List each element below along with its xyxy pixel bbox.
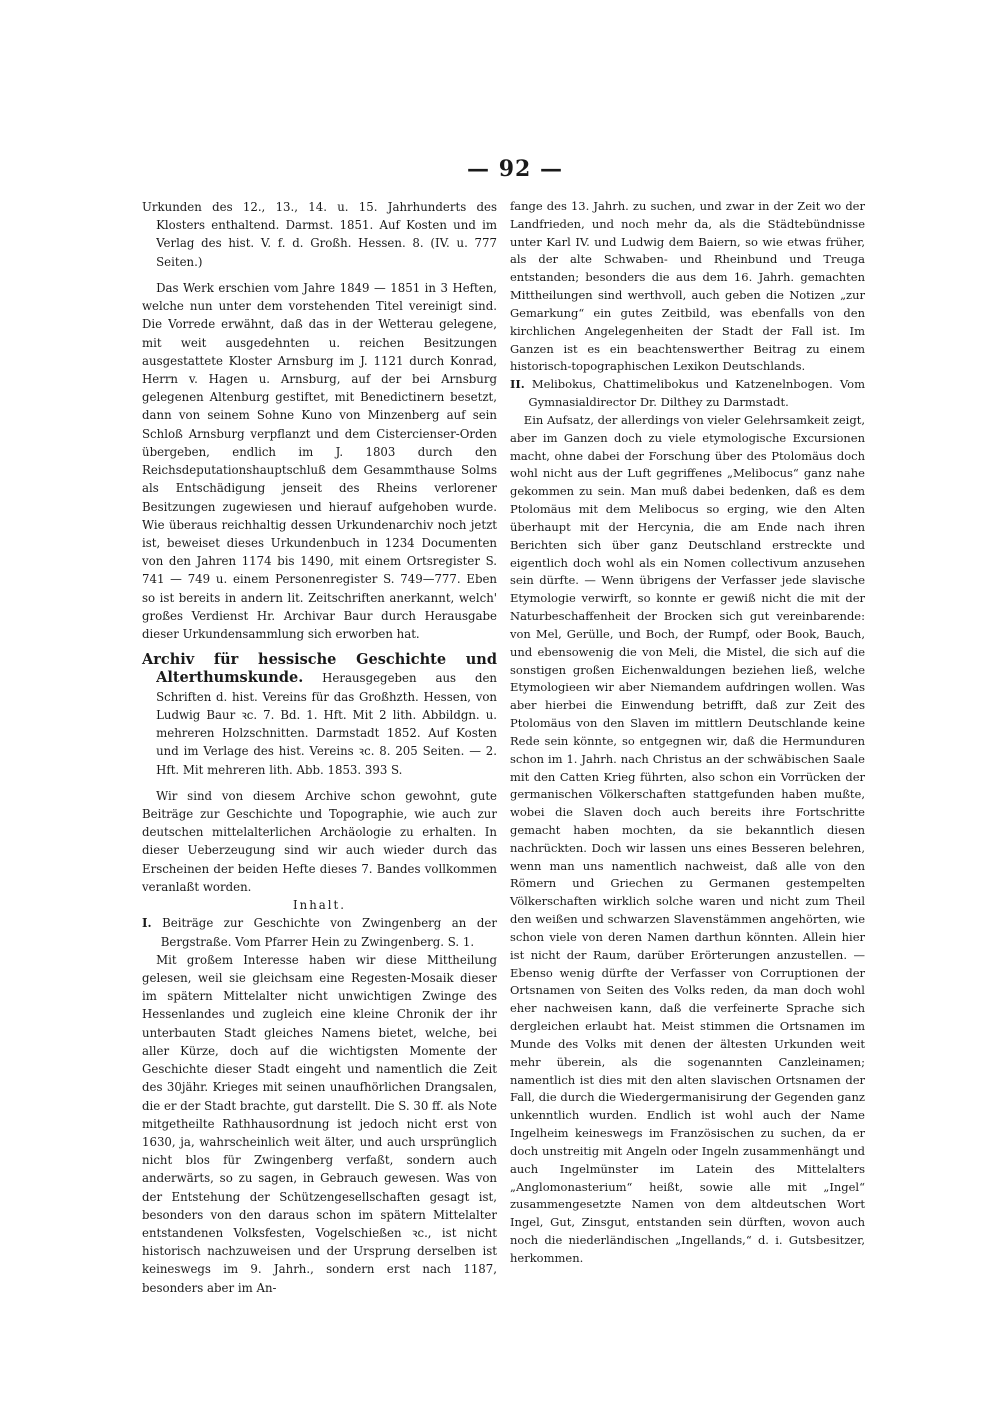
right-column (510, 198, 865, 1268)
archiv-entry (142, 651, 497, 779)
page-number: — 92 — (467, 156, 563, 182)
item-2-title: Melibokus, Chattimelibokus und Katzenelnbogen. Vom Gymnasialdirector Dr. Dilthey zu Darmstadt. (528, 377, 865, 410)
inhalt-heading: Inhalt. (293, 898, 346, 913)
item-1-text: Mit großem Interesse haben wir diese Mittheilung gelesen, weil sie gleichsam eine Regesten-Mosaik dieser im spätern Mittelalter nicht unwichtigen Zwinge des Hessenlandes und zugleich eine kleine Chronik der ihr unterbauten Stadt gleiches Namens bietet, welche, bei aller Kürze, doch auf die wichtigsten Momente der Geschichte dieser Stadt eingeht und namentlich die Zeit des 30jähr. Krieges mit seinen unaufhörlichen Drangsalen, die er der Stadt brachte, gut darstellt. Die S. 30 ff. als Note mitgetheilte Rathhausordnung ist jedoch nicht erst von 1630, ja, wahrscheinlich weit älter, und auch ursprünglich nicht blos für Zwingenberg verfaßt, sondern auch anderwärts, so zu sagen, in Gebrauch gewesen. Was von der Entstehung der Schützengesellschaften gesagt ist, besonders von den daraus schon im spätern Mittelalter entstandenen Volksfesten, Vogelschießen ꝛc., ist nicht historisch nachzuweisen und der Ursprung derselben ist keineswegs im 9. Jahrh., sondern erst nach 1187, besonders aber im An- (142, 952, 498, 1295)
archiv-title: Archiv für hessische Geschichte und Alterthumskunde. (142, 651, 497, 687)
review-paragraph: Das Werk erschien vom Jahre 1849 — 1851 in 3 Heften, welche nun unter dem vorstehenden Titel vereinigt sind. Die Vorrede erwähnt, daß das in der Wetterau gelegene, mit weit ausgedehnten u. reichen Besitzungen ausgestattete Kloster Arnsburg im J. 1121 durch Konrad, Herrn v. Hagen u. Arnsburg, auf der bei Arnsburg gelegenen Altenburg gestiftet, mit Benedictinern besetzt, dann von seinem Sohne Kuno von Minzenberg auf sein Schloß Arnsburg verpflanzt und dem Cistercienser-Orden übergeben, endlich im J. 1803 durch den Reichsdeputationshauptschluß dem Gesammthause Solms als Entschädigung jenseit des Rheins verlorener Besitzungen zugewiesen und hierauf aufgehoben wurde. Wie überaus reichhaltig dessen Urkundenarchiv noch jetzt ist, beweiset dieses Urkundenbuch in 1234 Documenten von den Jahren 1174 bis 1490, mit einem Ortsregister S. 741 — 749 u. einem Personenregister S. 749—777. Eben so ist bereits in andern lit. Zeitschriften anerkannt, welch' großes Verdienst Hr. Archivar Baur durch Herausgabe dieser Urkundensammlung sich erworben hat. (142, 280, 497, 642)
archiv-details: Herausgegeben aus den Schriften d. hist. Vereins für das Großhzth. Hessen, von Ludwig Baur ꝛc. 7. Bd. 1. Hft. Mit 2 lith. Abbildgn. u. mehreren Holzschnitten. Darmstadt 1852. Auf Kosten und im Verlage des hist. Vereins ꝛc. 8. 205 Seiten. — 2. Hft. Mit mehreren lith. Abb. 1853. 393 S. (156, 671, 497, 777)
archiv-intro: Wir sind von diesem Archive schon gewohnt, gute Beiträge zur Geschichte und Topographie, wie auch zur deutschen mittelalterlichen Archäologie zu erhalten. In dieser Ueberzeugung sind wir auch wieder durch das Erscheinen der beiden Hefte dieses 7. Bandes vollkommen veranlaßt worden. (142, 788, 497, 894)
item-1-numeral: I. (142, 916, 152, 931)
item-1-heading (142, 914, 497, 950)
item-2-text: Ein Aufsatz, der allerdings von vieler Gelehrsamkeit zeigt, aber im Ganzen doch zu viele etymologische Excursionen macht, ohne dabei der Forschung über des Ptolomäus doch wohl nicht aus der Luft gegriffenes „Melibocus“ ganz nahe gekommen zu sein. Man muß dabei bedenken, daß es dem Ptolomäus mit dem Melibocus so erging, wie den Alten überhaupt mit der Hercynia, die am Ende nach ihren Berichten sich über ganz Deutschland erstreckte und eigentlich doch wohl als ein Nomen collectivum anzusehen sein dürfte. — Wenn übrigens der Verfasser jede slavische Etymologie verwirft, so konnte er gewiß nicht die mit der Naturbeschaffenheit der Brocken sich gut vereinbarende: von Mel, Gerülle, und Boch, der Rumpf, oder Book, Bauch, und ebensowenig die von Meli, die Mistel, die sich auf die sonstigen großen Eichenwaldungen beziehen ließ, welche Etymologieen wir aber Niemandem aufdringen wollen. Was aber hierbei die Einwendung betrifft, daß zur Zeit des Ptolomäus von den Slaven im mittlern Deutschlande keine Rede sein könnte, so entgegnen wir, daß die Hermunduren schon im 1. Jahrh. nach Christus an der schwäbischen Saale mit den Catten Krieg führten, also schon ein Vorrücken der germanischen Völkerschaften stattgefunden haben mußte, wobei die Slaven doch auch bereits ihre Fortschritte gemacht haben mochten, da sie bekanntlich diesen nachrückten. Doch wir lassen uns eines Besseren belehren, wenn man uns namentlich nachweist, daß alle von den Römern und Griechen zu Germanen gestempelten Völkerschaften wirklich solche waren und nicht zum Theil den weißen und schwarzen Slavenstämmen angehörten, wie schon viele von deren Namen darthun könnten. Allein hier ist nicht der Raum, darüber Erörterungen anzustellen. — Ebenso wenig dürfte der Verfasser von Corruptionen der Ortsnamen von Seiten des Volks reden, da man doch wohl eher nachweisen kann, daß die verfeinerte Sprache sich dergleichen erlaubt hat. Meist stimmen die Ortsnamen im Munde des Volks mit denen der ältesten Urkunden weit mehr überein, als die sogenannten Canzleinamen; namentlich ist dies mit den alten slavischen Ortsnamen der Fall, die durch die Wiedergermanisirung der Gegenden ganz unkenntlich wurden. Endlich ist wohl auch der Name Ingelheim keineswegs im Französischen zu suchen, da er doch unstreitig mit Angeln oder Ingeln zusammenhängt und auch Ingelmünster im Latein des Mittelalters „Anglomonasterium“ heißt, sowie alle mit „Ingel“ zusammengesetzte Namen von dem altdeutschen Wort Ingel, Gut, Zinsgut, entstanden sein dürften, wovon auch noch die niederländischen „Ingellands,“ d. i. Gutsbesitzer, herkommen. (510, 412, 865, 1265)
item-2-numeral: II. (510, 377, 525, 392)
left-column (142, 198, 497, 1297)
continued-paragraph: fange des 13. Jahrh. zu suchen, und zwar in der Zeit wo der Landfrieden, und noch mehr da, als die Städtebündnisse unter Karl IV. und Ludwig dem Baiern, so wie etwas früher, als der alte Schwaben- und Rheinbund und Treuga entstanden; besonders die aus dem 16. Jahrh. gemachten Mittheilungen sind werthvoll, auch geben die Notizen „zur Gemarkung“ ein gutes Zeitbild, was ebenfalls von den kirchlichen Angelegenheiten der Stadt der Fall ist. Im Ganzen ist es ein beachtenswerther Beitrag zu einem historisch-topographischen Lexikon Deutschlands. (510, 199, 865, 374)
book-entry: Urkunden des 12., 13., 14. u. 15. Jahrhunderts des Klosters enthaltend. Darmst. 1851. Auf Kosten und im Verlag des hist. V. f. d. Großh. Hessen. 8. (IV. u. 777 Seiten.) (142, 200, 497, 269)
item-2-heading (510, 376, 865, 412)
item-1-title: Beiträge zur Geschichte von Zwingenberg an der Bergstraße. Vom Pfarrer Hein zu Zwingenberg. S. 1. (160, 916, 497, 949)
